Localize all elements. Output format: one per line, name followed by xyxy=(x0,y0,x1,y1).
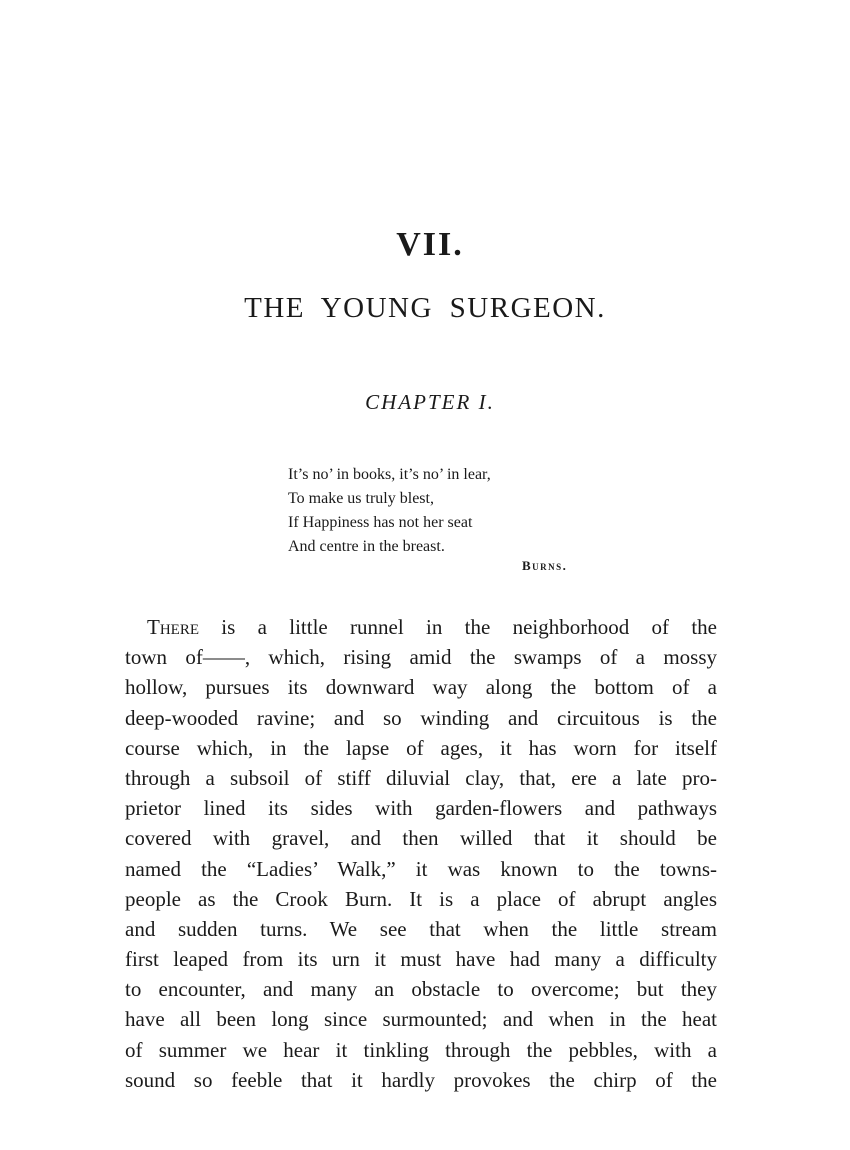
body-line: hollow, pursues its downward way along the bottom of a xyxy=(125,675,717,700)
body-line: and sudden turns. We see that when the little stream xyxy=(125,916,717,941)
body-line: prietor lined its sides with garden-flowers and pathways xyxy=(125,796,717,821)
drop-word: There xyxy=(147,615,199,639)
epigraph-line: To make us truly blest, xyxy=(288,490,434,507)
body-line: deep-wooded ravine; and so winding and circuitous is the xyxy=(125,705,717,730)
story-title: THE YOUNG SURGEON. xyxy=(244,292,606,324)
body-line: to encounter, and many an obstacle to overcome; but they xyxy=(125,977,717,1002)
body-line: named the “Ladies’ Walk,” it was known to the towns- xyxy=(125,856,717,881)
epigraph xyxy=(288,463,608,559)
body-text xyxy=(125,612,717,1095)
body-line: sound so feeble that it hardly provokes the chirp of the xyxy=(125,1067,717,1092)
body-line: of summer we hear it tinkling through the pebbles, with a xyxy=(125,1037,717,1062)
part-number: VII. xyxy=(396,226,464,263)
body-line: town of——, which, rising amid the swamps of a mossy xyxy=(125,645,717,670)
epigraph-attribution: Burns. xyxy=(522,558,568,573)
body-line: covered with gravel, and then willed that it should be xyxy=(125,826,717,851)
first-line-text: is a little runnel in the neighborhood of the xyxy=(199,615,717,639)
body-line: course which, in the lapse of ages, it has worn for itself xyxy=(125,735,717,760)
body-line: have all been long since surmounted; and when in the heat xyxy=(125,1007,717,1032)
epigraph-line: And centre in the breast. xyxy=(288,538,445,555)
body-line: through a subsoil of stiff diluvial clay, that, ere a late pro- xyxy=(125,765,717,790)
epigraph-line: It’s no’ in books, it’s no’ in lear, xyxy=(288,466,491,483)
epigraph-line: If Happiness has not her seat xyxy=(288,514,473,531)
body-line: people as the Crook Burn. It is a place of abrupt angles xyxy=(125,886,717,911)
chapter-heading: CHAPTER I. xyxy=(365,390,495,414)
body-line xyxy=(125,612,717,642)
body-line: first leaped from its urn it must have had many a difficulty xyxy=(125,947,717,972)
